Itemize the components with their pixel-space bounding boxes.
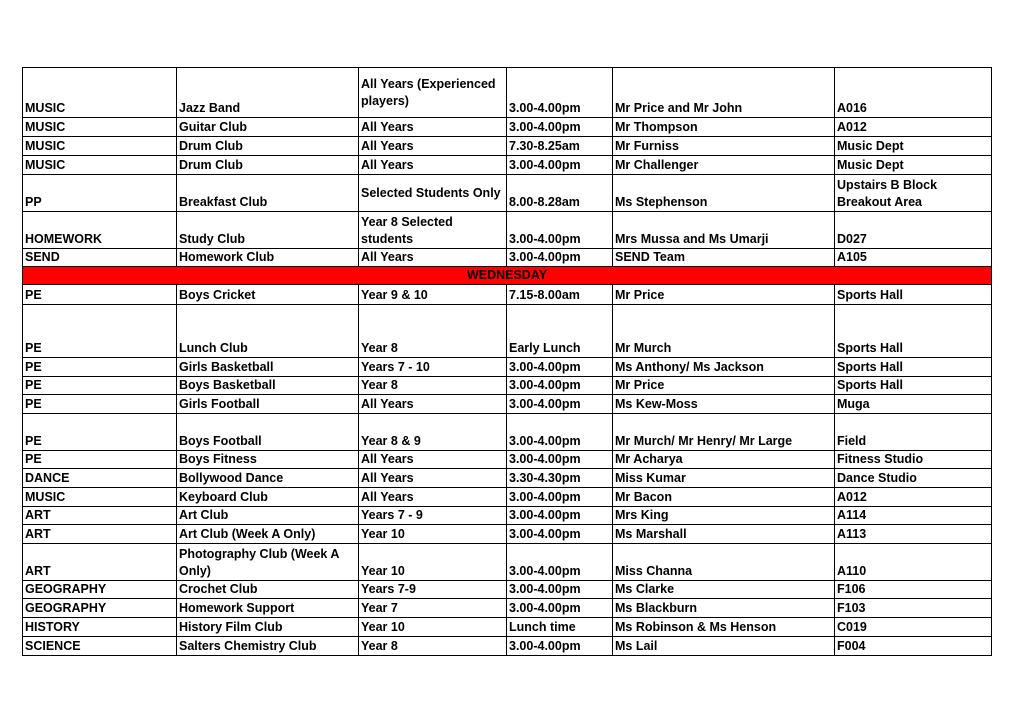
year-group-cell: All Years (Experienced players) (359, 68, 507, 118)
staff-cell: Ms Robinson & Ms Henson (613, 618, 835, 637)
time-cell: 3.00-4.00pm (507, 156, 613, 175)
time-cell: 3.00-4.00pm (507, 68, 613, 118)
year-group-cell: All Years (359, 451, 507, 469)
room-cell: A113 (835, 525, 992, 544)
table-row (23, 305, 992, 358)
year-group-cell: Years 7-9 (359, 581, 507, 599)
room-cell: F103 (835, 599, 992, 618)
staff-cell: Mr Thompson (613, 118, 835, 137)
club-name-cell: Keyboard Club (177, 488, 359, 507)
staff-cell: Mr Bacon (613, 488, 835, 507)
year-group-cell: All Years (359, 395, 507, 414)
club-name-cell: Guitar Club (177, 118, 359, 137)
room-cell: Muga (835, 395, 992, 414)
room-cell: A012 (835, 488, 992, 507)
club-name-cell: Drum Club (177, 156, 359, 175)
staff-cell: Mrs Mussa and Ms Umarji (613, 212, 835, 249)
table-row (23, 137, 992, 156)
year-group-cell: Year 10 (359, 618, 507, 637)
club-name-cell: Boys Cricket (177, 285, 359, 305)
time-cell: 7.15-8.00am (507, 285, 613, 305)
club-name-cell: Boys Fitness (177, 451, 359, 469)
department-cell: SEND (23, 249, 177, 267)
staff-cell: Mr Acharya (613, 451, 835, 469)
club-name-cell: Breakfast Club (177, 175, 359, 212)
timetable-sheet (22, 67, 992, 656)
room-cell: Sports Hall (835, 305, 992, 358)
table-row (23, 544, 992, 581)
time-cell: 3.00-4.00pm (507, 525, 613, 544)
club-name-cell: Art Club (Week A Only) (177, 525, 359, 544)
club-name-cell: Jazz Band (177, 68, 359, 118)
room-cell: C019 (835, 618, 992, 637)
department-cell: PE (23, 305, 177, 358)
club-name-cell: Study Club (177, 212, 359, 249)
time-cell: 3.00-4.00pm (507, 581, 613, 599)
room-cell: A016 (835, 68, 992, 118)
department-cell: PP (23, 175, 177, 212)
staff-cell: Ms Blackburn (613, 599, 835, 618)
staff-cell: Mr Challenger (613, 156, 835, 175)
time-cell: 7.30-8.25am (507, 137, 613, 156)
table-row (23, 212, 992, 249)
year-group-cell: Year 10 (359, 544, 507, 581)
club-name-cell: Photography Club (Week A Only) (177, 544, 359, 581)
year-group-cell: Year 9 & 10 (359, 285, 507, 305)
room-cell: Sports Hall (835, 377, 992, 395)
room-cell: A110 (835, 544, 992, 581)
room-cell: Sports Hall (835, 358, 992, 377)
department-cell: ART (23, 544, 177, 581)
room-cell: Fitness Studio (835, 451, 992, 469)
time-cell: 3.00-4.00pm (507, 118, 613, 137)
room-cell: A114 (835, 507, 992, 525)
room-cell: A012 (835, 118, 992, 137)
time-cell: 3.00-4.00pm (507, 212, 613, 249)
table-row (23, 599, 992, 618)
department-cell: HISTORY (23, 618, 177, 637)
staff-cell: Mr Price (613, 285, 835, 305)
staff-cell: Mr Murch (613, 305, 835, 358)
day-header-row (23, 267, 992, 285)
department-cell: PE (23, 414, 177, 451)
table-row (23, 637, 992, 656)
staff-cell: Mr Murch/ Mr Henry/ Mr Large (613, 414, 835, 451)
staff-cell: Mr Price and Mr John (613, 68, 835, 118)
club-name-cell: Art Club (177, 507, 359, 525)
table-row (23, 525, 992, 544)
time-cell: 3.00-4.00pm (507, 599, 613, 618)
room-cell: Sports Hall (835, 285, 992, 305)
club-name-cell: History Film Club (177, 618, 359, 637)
room-cell: Field (835, 414, 992, 451)
room-cell: A105 (835, 249, 992, 267)
club-name-cell: Girls Football (177, 395, 359, 414)
time-cell: 3.00-4.00pm (507, 637, 613, 656)
club-name-cell: Bollywood Dance (177, 469, 359, 488)
club-name-cell: Salters Chemistry Club (177, 637, 359, 656)
year-group-cell: Year 10 (359, 525, 507, 544)
department-cell: SCIENCE (23, 637, 177, 656)
room-cell: Music Dept (835, 156, 992, 175)
time-cell: 3.00-4.00pm (507, 507, 613, 525)
table-row (23, 469, 992, 488)
year-group-cell: All Years (359, 488, 507, 507)
department-cell: PE (23, 358, 177, 377)
club-name-cell: Drum Club (177, 137, 359, 156)
table-row (23, 618, 992, 637)
club-name-cell: Crochet Club (177, 581, 359, 599)
time-cell: 3.00-4.00pm (507, 488, 613, 507)
time-cell: 3.30-4.30pm (507, 469, 613, 488)
staff-cell: Ms Stephenson (613, 175, 835, 212)
room-cell: F106 (835, 581, 992, 599)
room-cell: F004 (835, 637, 992, 656)
staff-cell: Ms Marshall (613, 525, 835, 544)
department-cell: PE (23, 451, 177, 469)
year-group-cell: Year 7 (359, 599, 507, 618)
club-name-cell: Lunch Club (177, 305, 359, 358)
staff-cell: SEND Team (613, 249, 835, 267)
club-name-cell: Homework Support (177, 599, 359, 618)
staff-cell: Ms Clarke (613, 581, 835, 599)
department-cell: DANCE (23, 469, 177, 488)
department-cell: GEOGRAPHY (23, 581, 177, 599)
club-name-cell: Boys Football (177, 414, 359, 451)
time-cell: 3.00-4.00pm (507, 544, 613, 581)
table-row (23, 249, 992, 267)
year-group-cell: All Years (359, 156, 507, 175)
department-cell: MUSIC (23, 156, 177, 175)
staff-cell: Mr Price (613, 377, 835, 395)
year-group-cell: Years 7 - 9 (359, 507, 507, 525)
department-cell: MUSIC (23, 488, 177, 507)
time-cell: 3.00-4.00pm (507, 451, 613, 469)
time-cell: 3.00-4.00pm (507, 249, 613, 267)
room-cell: D027 (835, 212, 992, 249)
club-name-cell: Boys Basketball (177, 377, 359, 395)
time-cell: 3.00-4.00pm (507, 377, 613, 395)
staff-cell: Ms Anthony/ Ms Jackson (613, 358, 835, 377)
table-row (23, 414, 992, 451)
staff-cell: Miss Kumar (613, 469, 835, 488)
year-group-cell: Year 8 & 9 (359, 414, 507, 451)
year-group-cell: All Years (359, 469, 507, 488)
year-group-cell: All Years (359, 137, 507, 156)
room-cell: Upstairs B Block Breakout Area (835, 175, 992, 212)
staff-cell: Mr Furniss (613, 137, 835, 156)
department-cell: ART (23, 525, 177, 544)
department-cell: MUSIC (23, 118, 177, 137)
year-group-cell: Year 8 (359, 637, 507, 656)
time-cell: Early Lunch (507, 305, 613, 358)
department-cell: ART (23, 507, 177, 525)
clubs-table-body (23, 68, 992, 656)
table-row (23, 285, 992, 305)
year-group-cell: All Years (359, 249, 507, 267)
staff-cell: Mrs King (613, 507, 835, 525)
room-cell: Dance Studio (835, 469, 992, 488)
table-row (23, 68, 992, 118)
year-group-cell: Year 8 (359, 377, 507, 395)
department-cell: MUSIC (23, 68, 177, 118)
club-name-cell: Girls Basketball (177, 358, 359, 377)
room-cell: Music Dept (835, 137, 992, 156)
department-cell: PE (23, 285, 177, 305)
department-cell: GEOGRAPHY (23, 599, 177, 618)
clubs-table (22, 67, 992, 656)
staff-cell: Miss Channa (613, 544, 835, 581)
day-header: WEDNESDAY (23, 267, 992, 285)
department-cell: MUSIC (23, 137, 177, 156)
year-group-cell: Years 7 - 10 (359, 358, 507, 377)
staff-cell: Ms Lail (613, 637, 835, 656)
table-row (23, 358, 992, 377)
year-group-cell: All Years (359, 118, 507, 137)
staff-cell: Ms Kew-Moss (613, 395, 835, 414)
table-row (23, 156, 992, 175)
club-name-cell: Homework Club (177, 249, 359, 267)
time-cell: 3.00-4.00pm (507, 358, 613, 377)
year-group-cell: Selected Students Only (359, 175, 507, 212)
table-row (23, 175, 992, 212)
table-row (23, 118, 992, 137)
year-group-cell: Year 8 Selected students (359, 212, 507, 249)
department-cell: HOMEWORK (23, 212, 177, 249)
table-row (23, 581, 992, 599)
table-row (23, 395, 992, 414)
year-group-cell: Year 8 (359, 305, 507, 358)
table-row (23, 488, 992, 507)
table-row (23, 377, 992, 395)
department-cell: PE (23, 377, 177, 395)
table-row (23, 507, 992, 525)
time-cell: 3.00-4.00pm (507, 395, 613, 414)
time-cell: Lunch time (507, 618, 613, 637)
department-cell: PE (23, 395, 177, 414)
time-cell: 8.00-8.28am (507, 175, 613, 212)
time-cell: 3.00-4.00pm (507, 414, 613, 451)
table-row (23, 451, 992, 469)
